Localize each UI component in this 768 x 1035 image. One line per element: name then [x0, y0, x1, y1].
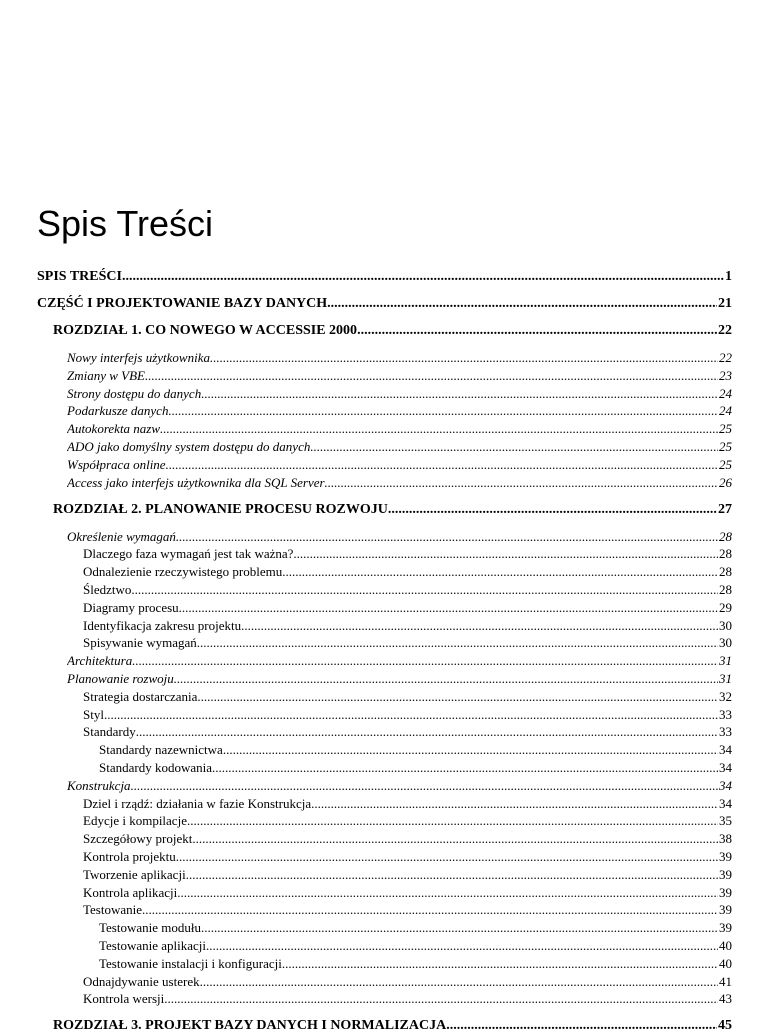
toc-entry-section[interactable]: [67, 474, 732, 491]
toc-entry-sub[interactable]: [83, 634, 732, 651]
dot-leader: [310, 438, 718, 455]
toc-entry-sub[interactable]: [83, 973, 732, 990]
toc-entry-title: Strategia dostarczania: [83, 689, 198, 704]
toc-entry-page-number: 39: [719, 902, 732, 917]
dot-leader: [197, 688, 718, 705]
toc-entry-page-number: 22: [719, 350, 732, 365]
toc-entry-sub[interactable]: [83, 706, 732, 723]
toc-entry-chapter[interactable]: [53, 1017, 732, 1035]
toc-entry-title: Kontrola wersji: [83, 991, 165, 1006]
toc-entry-page-number: 25: [719, 439, 732, 454]
toc-entry-title: Zmiany w VBE: [67, 368, 145, 383]
toc-entry-page-number: 23: [719, 368, 732, 383]
toc-entry-title: Odnajdywanie usterek: [83, 974, 200, 989]
toc-entry-page-number: 25: [719, 421, 732, 436]
toc-entry-title: Standardy nazewnictwa: [99, 742, 223, 757]
toc-entry-page-number: 33: [719, 707, 732, 722]
toc-entry-page-number: 34: [719, 760, 732, 775]
toc-entry-subsub[interactable]: [99, 955, 732, 972]
dot-leader: [104, 706, 718, 723]
toc-entry-page-number: 38: [719, 831, 732, 846]
toc-entry-page-number: 34: [719, 796, 732, 811]
toc-entry-page-number: 21: [718, 296, 732, 311]
toc-entry-page-number: 24: [719, 386, 732, 401]
dot-leader: [311, 795, 718, 812]
dot-leader: [192, 830, 718, 847]
toc-entry-title: Kontrola projektu: [83, 849, 176, 864]
toc-entry-title: Tworzenie aplikacji: [83, 867, 186, 882]
toc-entry-sub[interactable]: [83, 563, 732, 580]
toc-entry-page-number: 28: [719, 582, 732, 597]
dot-leader: [176, 848, 718, 865]
toc-entry-section[interactable]: [67, 349, 732, 366]
toc-entry-page-number: 43: [719, 991, 732, 1006]
toc-entry-title: Autokorekta nazw: [67, 421, 161, 436]
toc-entry-title: Nowy interfejs użytkownika: [67, 350, 210, 365]
toc-entry-title: Konstrukcja: [67, 778, 131, 793]
toc-entry-page-number: 34: [719, 742, 732, 757]
toc-entry-title: Identyfikacja zakresu projektu: [83, 618, 242, 633]
toc-entry-sub[interactable]: [83, 901, 732, 918]
toc-entry-section[interactable]: [67, 367, 732, 384]
dot-leader: [174, 670, 718, 687]
toc-entry-title: Testowanie modułu: [99, 920, 201, 935]
dot-leader: [201, 919, 718, 936]
toc-entry-page-number: 41: [719, 974, 732, 989]
toc-entry-title: Śledztwo: [83, 582, 132, 597]
toc-entry-title: Edycje i kompilacje: [83, 813, 187, 828]
toc-entry-page-number: 1: [725, 269, 732, 284]
toc-entry-section[interactable]: [67, 402, 732, 419]
toc-entry-page-number: 28: [719, 529, 732, 544]
dot-leader: [122, 268, 724, 286]
toc-entry-title: Współpraca online: [67, 457, 166, 472]
dot-leader: [201, 385, 718, 402]
toc-entry-title: Podarkusze danych: [67, 403, 169, 418]
dot-leader: [168, 402, 718, 419]
toc-entry-title: Standardy: [83, 724, 136, 739]
toc-entry-sub[interactable]: [83, 830, 732, 847]
toc-entry-title: Odnalezienie rzeczywistego problemu: [83, 564, 283, 579]
dot-leader: [136, 723, 718, 740]
toc-entry-sub[interactable]: [83, 688, 732, 705]
dot-leader: [446, 1017, 717, 1035]
dot-leader: [164, 990, 718, 1007]
toc-entry-title: Dziel i rządź: działania w fazie Konstrukcja: [83, 796, 312, 811]
toc-entry-title: SPIS TREŚCI: [37, 269, 122, 284]
toc-entry-page-number: 34: [719, 778, 732, 793]
toc-entry-section[interactable]: [67, 670, 732, 687]
toc-entry-sub[interactable]: [83, 723, 732, 740]
toc-entry-page-number: 39: [719, 867, 732, 882]
toc-entry-sub[interactable]: [83, 581, 732, 598]
toc-entry-page-number: 45: [718, 1018, 732, 1033]
toc-entry-page-number: 22: [718, 323, 732, 338]
toc-entry-subsub[interactable]: [99, 759, 732, 776]
toc-entry-page-number: 27: [718, 502, 732, 517]
toc-entry-chapter[interactable]: [53, 501, 732, 519]
toc-entry-page-number: 25: [719, 457, 732, 472]
toc-entry-title: Testowanie aplikacji: [99, 938, 207, 953]
toc-entry-sub[interactable]: [83, 545, 732, 562]
dot-leader: [357, 322, 717, 340]
toc-entry-sub[interactable]: [83, 848, 732, 865]
toc-entry-title: ROZDZIAŁ 2. PLANOWANIE PROCESU ROZWOJU: [53, 502, 388, 517]
toc-entry-section[interactable]: [67, 528, 732, 545]
dot-leader: [186, 866, 718, 883]
toc-entry-sub[interactable]: [83, 990, 732, 1007]
toc-entry-sub[interactable]: [83, 599, 732, 616]
toc-entry-subsub[interactable]: [99, 919, 732, 936]
toc-entry-title: ROZDZIAŁ 3. PROJEKT BAZY DANYCH I NORMALIZACJA: [53, 1018, 447, 1033]
toc-entry-title: Architektura: [67, 653, 133, 668]
toc-entry-page-number: 35: [719, 813, 732, 828]
toc-entry-page-number: 40: [719, 956, 732, 971]
dot-leader: [282, 563, 718, 580]
toc-entry-chapter[interactable]: [53, 322, 732, 340]
toc-entry-title: Diagramy procesu: [83, 600, 179, 615]
toc-entry-sub[interactable]: [83, 866, 732, 883]
toc-entry-title: Strony dostępu do danych: [67, 386, 202, 401]
dot-leader: [223, 741, 718, 758]
dot-leader: [131, 581, 718, 598]
toc-entry-page-number: 33: [719, 724, 732, 739]
toc-entry-page-number: 31: [719, 653, 732, 668]
dot-leader: [210, 349, 718, 366]
toc-entry-section[interactable]: [67, 438, 732, 455]
toc-entry-page-number: 30: [719, 618, 732, 633]
toc-entry-page-number: 29: [719, 600, 732, 615]
toc-entry-page-number: 24: [719, 403, 732, 418]
dot-leader: [206, 937, 718, 954]
toc-entry-title: Kontrola aplikacji: [83, 885, 178, 900]
dot-leader: [145, 367, 718, 384]
toc-entry-title: Określenie wymagań: [67, 529, 176, 544]
toc-entry-sub[interactable]: [83, 617, 732, 634]
toc-entry-title: Access jako interfejs użytkownika dla SQL Server: [67, 475, 325, 490]
toc-entry-section[interactable]: [67, 777, 732, 794]
dot-leader: [176, 528, 718, 545]
dot-leader: [282, 955, 718, 972]
toc-entry-section[interactable]: [67, 420, 732, 437]
toc-entry-subsub[interactable]: [99, 937, 732, 954]
toc-entry-title: ROZDZIAŁ 1. CO NOWEGO W ACCESSIE 2000: [53, 323, 358, 338]
dot-leader: [166, 456, 718, 473]
dot-leader: [325, 474, 718, 491]
toc-entry-title: Szczegółowy projekt: [83, 831, 193, 846]
dot-leader: [293, 545, 718, 562]
toc-entry-title: Spisywanie wymagań: [83, 635, 197, 650]
toc-entry-title: Styl: [83, 707, 104, 722]
toc-entry-sub[interactable]: [83, 812, 732, 829]
toc-entry-page-number: 28: [719, 546, 732, 561]
toc-entry-page-number: 40: [719, 938, 732, 953]
toc-entry-page-number: 30: [719, 635, 732, 650]
toc-entry-sub[interactable]: [83, 795, 732, 812]
dot-leader: [388, 501, 717, 519]
dot-leader: [132, 652, 718, 669]
dot-leader: [142, 901, 718, 918]
dot-leader: [131, 777, 718, 794]
toc-entry-title: Dlaczego faza wymagań jest tak ważna?: [83, 546, 294, 561]
dot-leader: [241, 617, 718, 634]
dot-leader: [212, 759, 718, 776]
toc-entry-part[interactable]: [37, 295, 732, 313]
toc-entry-title: Testowanie instalacji i konfiguracji: [99, 956, 282, 971]
toc-entry-page-number: 39: [719, 885, 732, 900]
toc-entry-title: Testowanie: [83, 902, 143, 917]
toc-entry-page-number: 31: [719, 671, 732, 686]
toc-entry-title: Planowanie rozwoju: [67, 671, 174, 686]
toc-entry-page-number: 26: [719, 475, 732, 490]
toc-entry-title: CZĘŚĆ I PROJEKTOWANIE BAZY DANYCH: [37, 296, 328, 311]
toc-entry-title: ADO jako domyślny system dostępu do danych: [67, 439, 311, 454]
dot-leader: [197, 634, 718, 651]
dot-leader: [179, 599, 718, 616]
dot-leader: [200, 973, 718, 990]
dot-leader: [160, 420, 718, 437]
dot-leader: [187, 812, 718, 829]
toc-entry-title: Standardy kodowania: [99, 760, 213, 775]
toc-entry-page-number: 28: [719, 564, 732, 579]
toc-entry-page-number: 39: [719, 920, 732, 935]
toc-entry-section[interactable]: [67, 456, 732, 473]
toc-entry-part[interactable]: [37, 268, 732, 286]
page-title: Spis Treści: [37, 203, 214, 244]
toc-entry-subsub[interactable]: [99, 741, 732, 758]
toc-entry-section[interactable]: [67, 652, 732, 669]
dot-leader: [327, 295, 717, 313]
toc-entry-sub[interactable]: [83, 884, 732, 901]
toc-entry-page-number: 39: [719, 849, 732, 864]
toc-entry-section[interactable]: [67, 385, 732, 402]
dot-leader: [177, 884, 718, 901]
toc-entry-page-number: 32: [719, 689, 732, 704]
